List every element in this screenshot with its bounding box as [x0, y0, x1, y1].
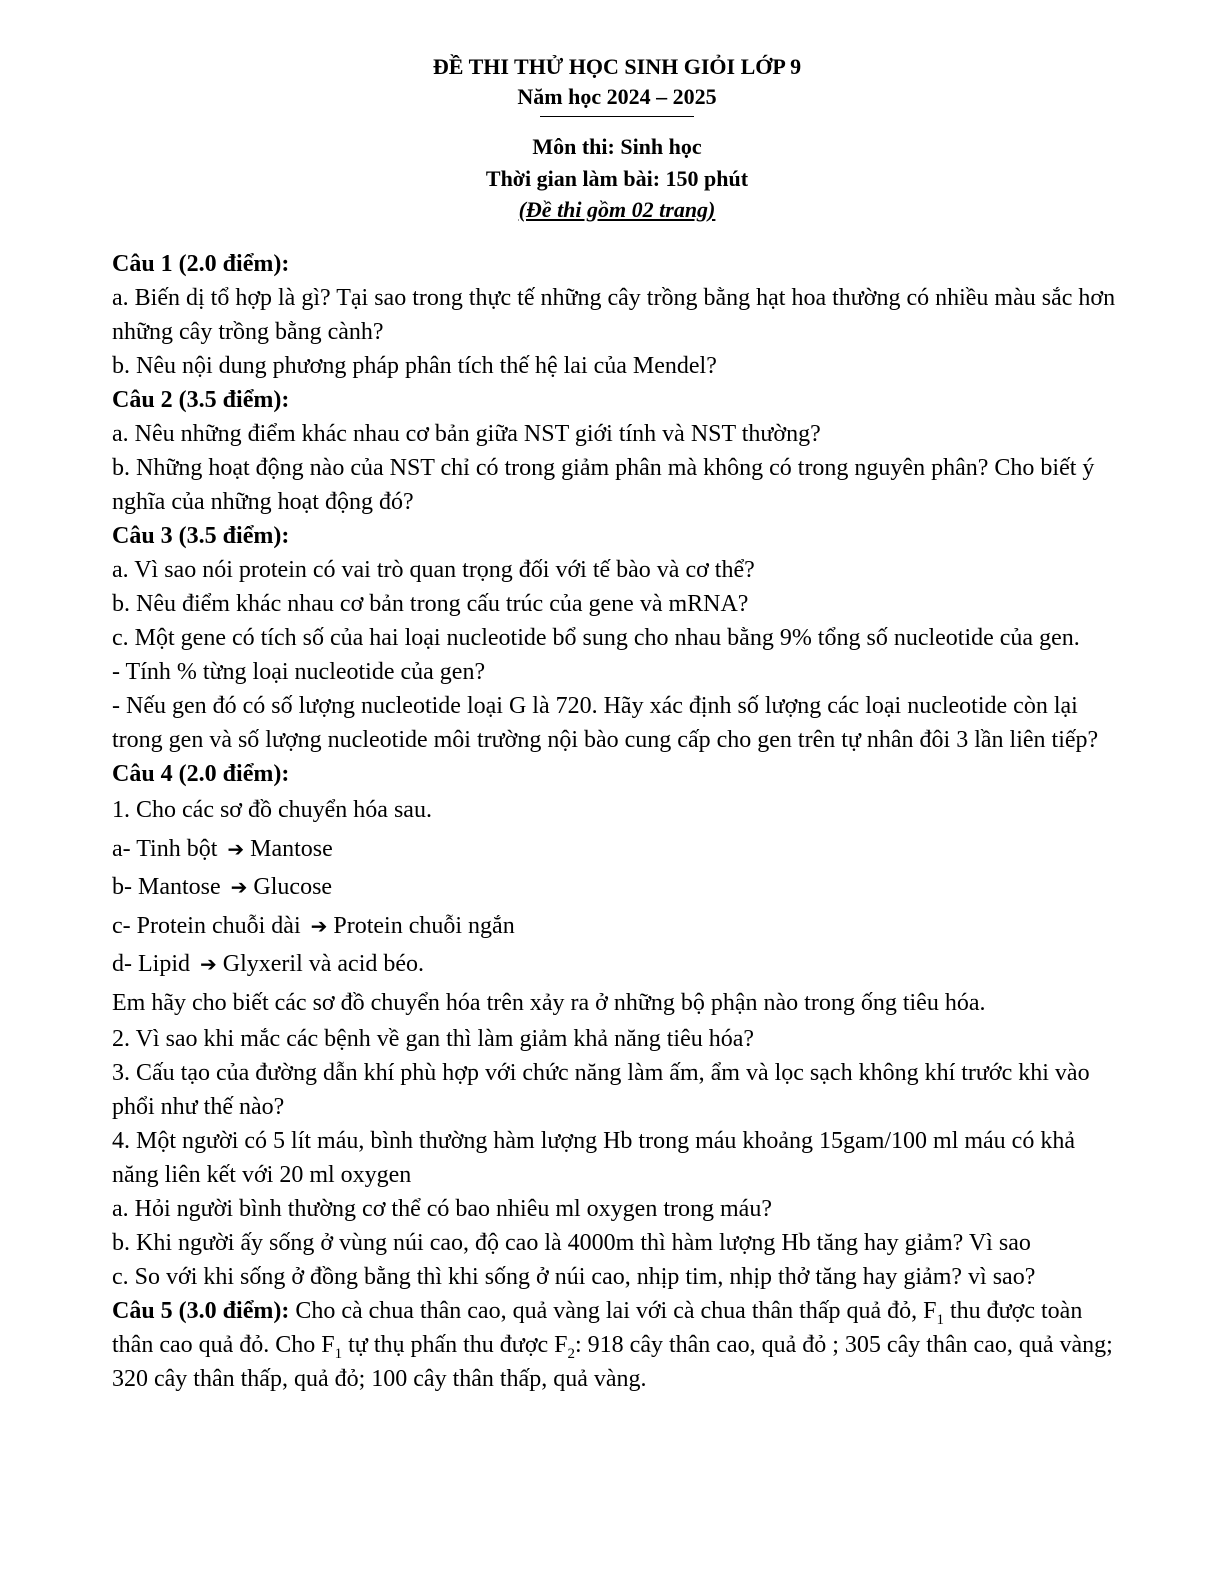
scheme-d-from: d- Lipid: [112, 951, 190, 977]
question-4-4a: a. Hỏi người bình thường cơ thể có bao nhiêu ml oxygen trong máu?: [112, 1196, 772, 1222]
subject-line: Môn thi: Sinh học: [532, 134, 702, 159]
scheme-c: [112, 907, 1122, 946]
question-1b: b. Nêu nội dung phương pháp phân tích thế hệ lai của Mendel?: [112, 353, 717, 379]
scheme-b-to: Glucose: [253, 874, 333, 900]
arrow-icon: ➔: [200, 952, 217, 976]
question-4-ask: Em hãy cho biết các sơ đồ chuyển hóa trên xảy ra ở những bộ phận nào trong ống tiêu hóa.: [112, 989, 986, 1016]
scheme-b-from: b- Mantose: [112, 874, 221, 900]
subscript-2: 2: [567, 1345, 576, 1362]
question-4-4c: c. So với khi sống ở đồng bằng thì khi sống ở núi cao, nhịp tim, nhịp thở tăng hay giảm? vì sao?: [112, 1264, 1036, 1290]
scheme-c-from: c- Protein chuỗi dài: [112, 912, 301, 939]
question-3c-part2: - Nếu gen đó có số lượng nucleotide loại G là 720. Hãy xác định số lượng các loại nucleotide còn lại trong gen và số lượng nucleotide môi trường nội bào cung cấp cho gen trên tự nhân đôi 3 lần liên tiếp?: [112, 693, 1099, 753]
subscript-1b: 1: [334, 1345, 343, 1362]
exam-title: ĐỀ THI THỬ HỌC SINH GIỎI LỚP 9: [432, 54, 802, 79]
question-4-item3: 3. Cấu tạo của đường dẫn khí phù hợp với chức năng làm ấm, ẩm và lọc sạch không khí trước khi vào phổi như thế nào?: [112, 1060, 1090, 1120]
scheme-a-from: a- Tinh bột: [112, 835, 218, 862]
question-3-title: Câu 3 (3.5 điểm):: [112, 523, 290, 549]
arrow-icon: ➔: [227, 836, 245, 861]
question-1a: a. Biến dị tổ hợp là gì? Tại sao trong thực tế những cây trồng bằng hạt hoa thường có nhiều màu sắc hơn những cây trồng bằng cành?: [112, 285, 1116, 345]
exam-page: [112, 52, 1122, 1396]
question-5-text-2: thu được toàn thân cao quả đỏ. Cho F: [112, 1298, 1083, 1358]
school-year: Năm học 2024 – 2025: [517, 84, 717, 109]
arrow-icon: ➔: [230, 875, 248, 899]
question-3a: a. Vì sao nói protein có vai trò quan trọng đối với tế bào và cơ thể?: [112, 557, 755, 583]
exam-body: [112, 247, 1122, 1396]
scheme-d: [112, 945, 1122, 984]
question-3c-part1: - Tính % từng loại nucleotide của gen?: [112, 659, 486, 685]
question-5-text-4: : 918 cây thân cao, quả đỏ ; 305 cây thân cao, quả vàng; 320 cây thân thấp, quả đỏ; 100 cây thân thấp, quả vàng.: [112, 1332, 1113, 1392]
question-1-title: Câu 1 (2.0 điểm):: [112, 251, 290, 277]
question-4-title: Câu 4 (2.0 điểm):: [112, 761, 290, 787]
question-3c: c. Một gene có tích số của hai loại nucleotide bổ sung cho nhau bằng 9% tổng số nucleotide của gen.: [112, 625, 1080, 651]
question-5-text-1: Cho cà chua thân cao, quả vàng lai với cà chua thân thấp quả đỏ, F: [289, 1298, 937, 1324]
question-2-title: Câu 2 (3.5 điểm):: [112, 387, 290, 413]
subscript-1: 1: [936, 1311, 944, 1328]
question-4-item2: 2. Vì sao khi mắc các bệnh về gan thì làm giảm khả năng tiêu hóa?: [112, 1026, 755, 1052]
divider: [540, 116, 694, 117]
scheme-a: [112, 830, 1122, 869]
scheme-c-to: Protein chuỗi ngắn: [333, 912, 515, 939]
question-4-4b: b. Khi người ấy sống ở vùng núi cao, độ cao là 4000m thì hàm lượng Hb tăng hay giảm? Vì sao: [112, 1230, 1031, 1256]
time-line: Thời gian làm bài: 150 phút: [485, 166, 749, 191]
question-4-item4: 4. Một người có 5 lít máu, bình thường hàm lượng Hb trong máu khoảng 15gam/100 ml máu có khả năng liên kết với 20 ml oxygen: [112, 1128, 1075, 1188]
question-5-text-3: tự thụ phấn thu được F: [342, 1332, 568, 1358]
scheme-b: [112, 868, 1122, 907]
scheme-a-to: Mantose: [250, 835, 333, 862]
question-5-title: Câu 5 (3.0 điểm):: [112, 1298, 290, 1324]
scheme-d-to: Glyxeril và acid béo.: [222, 951, 425, 977]
question-3b: b. Nêu điểm khác nhau cơ bản trong cấu trúc của gene và mRNA?: [112, 591, 749, 617]
pages-note: (Đề thi gồm 02 trang): [518, 197, 716, 222]
arrow-icon: ➔: [310, 913, 328, 938]
question-5: [112, 1294, 1122, 1396]
question-2b: b. Những hoạt động nào của NST chỉ có trong giảm phân mà không có trong nguyên phân? Cho biết ý nghĩa của những hoạt động đó?: [112, 455, 1095, 515]
question-2a: a. Nêu những điểm khác nhau cơ bản giữa NST giới tính và NST thường?: [112, 421, 821, 447]
question-4-item1: 1. Cho các sơ đồ chuyển hóa sau.: [112, 797, 432, 823]
